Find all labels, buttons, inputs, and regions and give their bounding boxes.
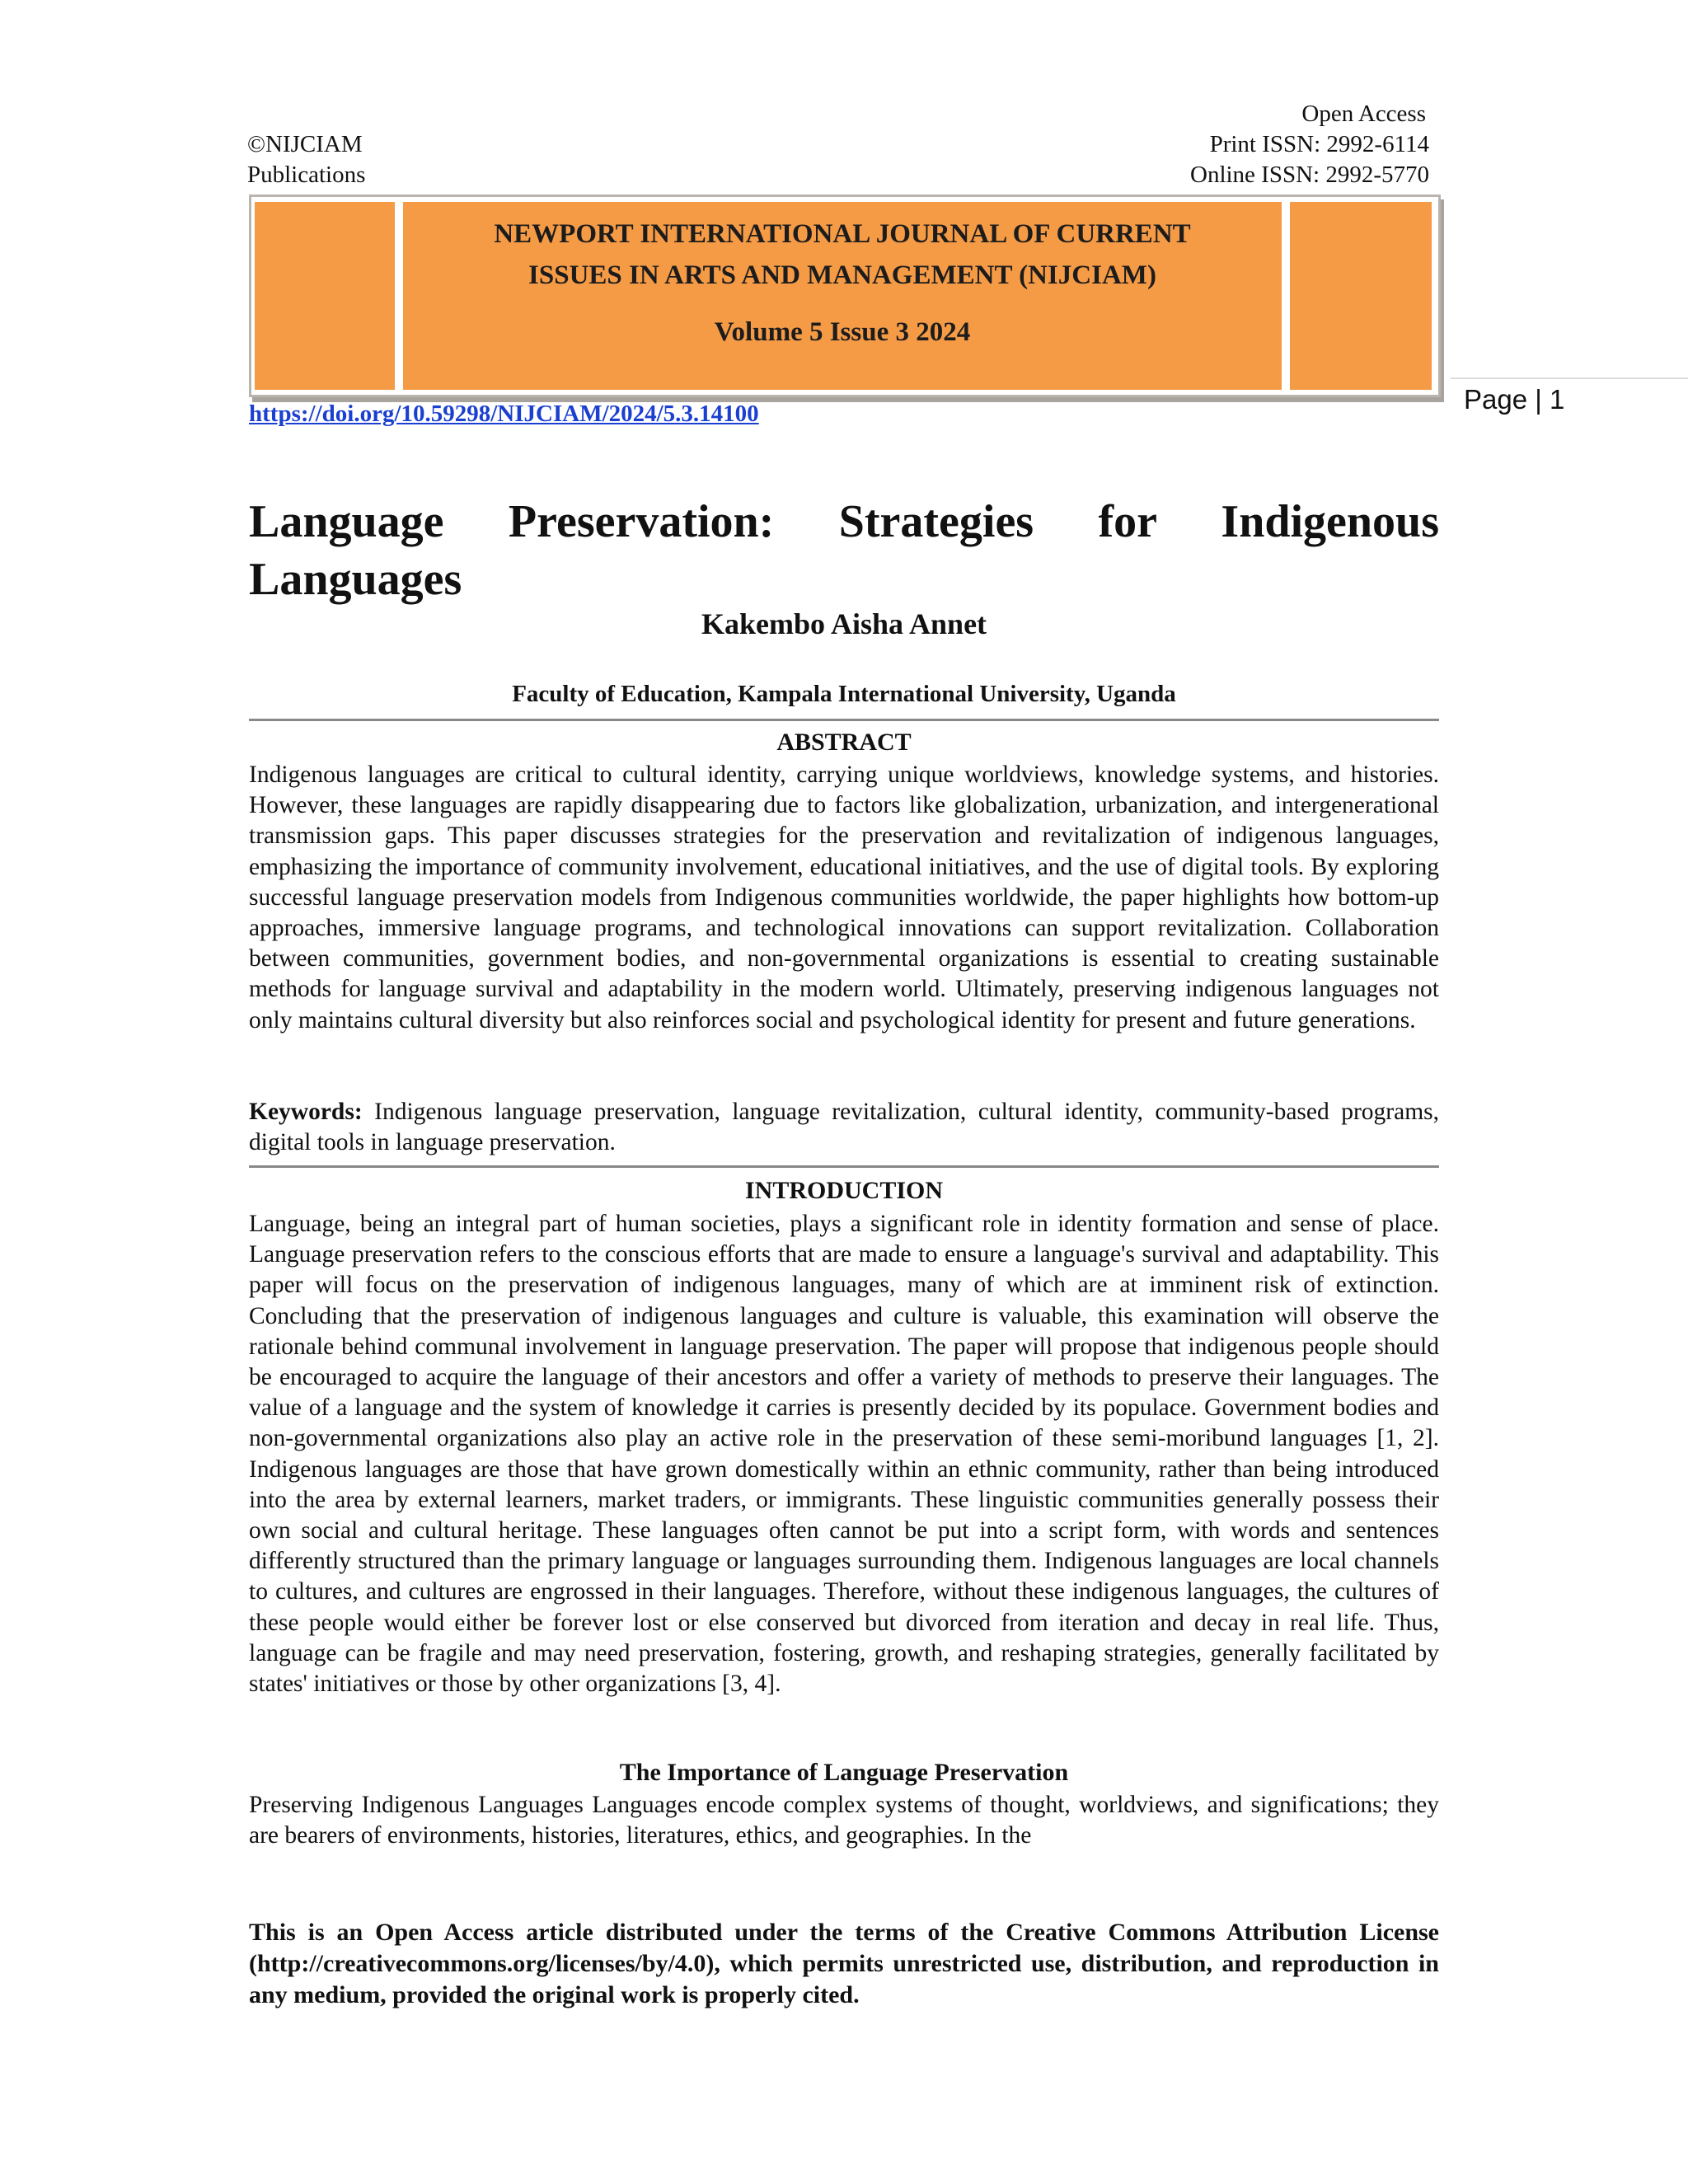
online-issn: Online ISSN: 2992-5770 <box>1190 162 1429 188</box>
introduction-text: Language, being an integral part of human societies, plays a significant role in identity formation and sense of place. Language preservation refers to the conscious efforts that are made to ensure a language's survival and adaptability. This paper will focus on the preservation of indigenous languages, many of which are at imminent risk of extinction. Concluding that the preservation of indigenous languages and culture is valuable, this examination will observe the rationale behind communal involvement in language preservation. The paper will propose that indigenous people should be encouraged to acquire the language of their ancestors and offer a variety of methods to preserve their languages. The value of a language and the system of knowledge it carries is presently decided by its populace. Government bodies and non-governmental organizations also play an active role in the preservation of these semi-moribund languages [1, 2]. Indigenous languages are those that have grown domestically within an ethnic community, rather than being introduced into the area by external learners, market traders, or immigrants. These linguistic communities generally possess their own social and cultural heritage. These languages often cannot be put into a script form, with words and sentences differently structured than the primary language or languages surrounding them. Indigenous languages are local channels to cultures, and cultures are engrossed in their languages. Therefore, without these indigenous languages, the cultures of these people would either be forever lost or else conserved but divorced from iteration and decay in real life. Thus, language can be fragile and may need preservation, fostering, growth, and reshaping strategies, generally facilitated by states' initiatives or those by other organizations [3, 4]. <box>249 1211 1439 1698</box>
publisher-name: ©NIJCIAM <box>247 131 363 157</box>
journal-title-line2: ISSUES IN ARTS AND MANAGEMENT (NIJCIAM) <box>528 260 1156 290</box>
journal-volume: Volume 5 Issue 3 2024 <box>714 317 971 347</box>
abstract-text: Indigenous languages are critical to cultural identity, carrying unique worldviews, knowledge systems, and histories. However, these languages are rapidly disappearing due to factors like globalization, urbanization, and intergenerational transmission gaps. This paper discusses strategies for the preservation and revitalization of indigenous languages, emphasizing the importance of community involvement, educational initiatives, and the use of digital tools. By exploring successful language preservation models from Indigenous communities worldwide, the paper highlights how bottom-up approaches, immersive language programs, and technological innovations can support revitalization. Collaboration between communities, government bodies, and non-governmental organizations is essential to creating sustainable methods for language survival and adaptability in the modern world. Ultimately, preserving indigenous languages not only maintains cultural diversity but also reinforces social and psychological identity for present and future generations. <box>249 762 1439 1033</box>
open-access-label: Open Access <box>1301 101 1426 127</box>
divider-bottom <box>249 1165 1439 1168</box>
keywords-list: Indigenous language preservation, language revitalization, cultural identity, community-based programs, digital tools in language preservation. <box>249 1099 1439 1156</box>
article-title: Language Preservation: Strategies for Indigenous Languages <box>249 496 1439 605</box>
author-affiliation: Faculty of Education, Kampala International University, Uganda <box>512 681 1176 707</box>
journal-title <box>403 213 1282 296</box>
banner-right-cell <box>1290 202 1432 390</box>
author-name: Kakembo Aisha Annet <box>701 607 987 640</box>
journal-banner <box>249 194 1441 397</box>
print-issn: Print ISSN: 2992-6114 <box>1209 131 1429 157</box>
keywords-label: Keywords: <box>249 1099 363 1125</box>
doi-link[interactable]: https://doi.org/10.59298/NIJCIAM/2024/5.3.14100 <box>249 401 759 427</box>
banner-left-cell <box>255 202 395 390</box>
publisher-label: Publications <box>247 162 366 188</box>
page-number: Page | 1 <box>1464 384 1565 415</box>
banner-center-cell <box>403 202 1282 390</box>
abstract-heading: ABSTRACT <box>776 729 912 756</box>
license-notice: This is an Open Access article distributed under the terms of the Creative Commons Attribution License (http://creativecommons.org/licenses/by/4.0), which permits unrestricted use, distribution, and reproduction in any medium, provided the original work is properly cited. <box>249 1919 1439 2008</box>
introduction-heading: INTRODUCTION <box>744 1177 944 1204</box>
keywords <box>249 1097 1439 1158</box>
page-divider <box>1451 377 1688 379</box>
divider-top <box>249 719 1439 721</box>
importance-text: Preserving Indigenous Languages Languages encode complex systems of thought, worldviews, and significations; they are bearers of environments, histories, literatures, ethics, and geographies. In the <box>249 1792 1439 1849</box>
importance-heading: The Importance of Language Preservation <box>619 1759 1069 1786</box>
journal-title-line1: NEWPORT INTERNATIONAL JOURNAL OF CURRENT <box>494 219 1191 249</box>
